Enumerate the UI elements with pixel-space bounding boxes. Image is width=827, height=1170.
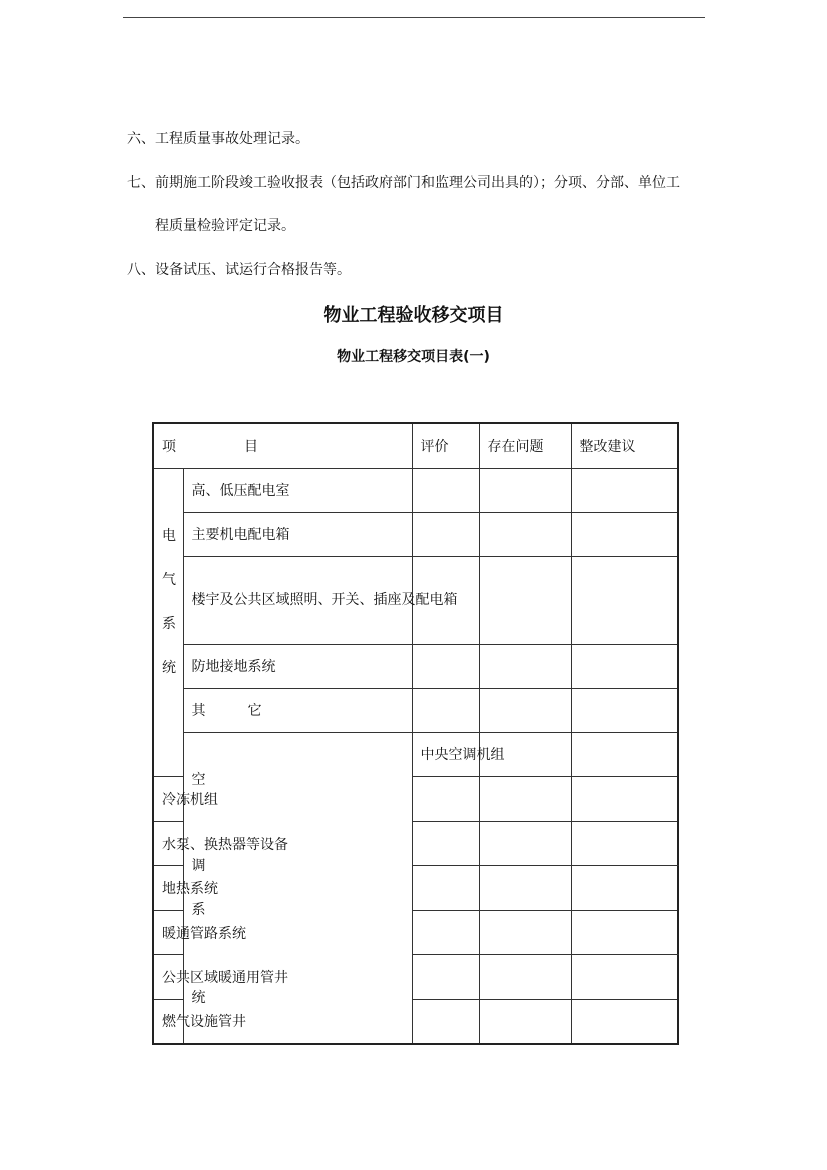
header-issues: 存在问题 [479,423,571,468]
evaluation-cell [412,866,479,911]
item-cell: 主要机电配电箱 [183,512,412,556]
header-item-right: 目 [244,438,258,455]
evaluation-cell [412,777,479,822]
suggestions-cell [571,866,678,911]
evaluation-cell [412,688,479,732]
item-cell: 楼宇及公共区域照明、开关、插座及配电箱 [183,556,412,644]
category-char: 统 [162,659,176,676]
item-cell: 冷冻机组 [153,777,183,822]
table-row [153,556,678,644]
issues-cell [479,468,571,512]
issues-cell [479,955,571,1000]
issues-cell [479,556,571,644]
header-item-left: 项 [162,438,176,455]
issues-cell [479,999,571,1044]
item-cell-other [183,688,412,732]
header-suggestions: 整改建议 [571,423,678,468]
issues-cell [479,644,571,688]
item-cell: 公共区域暖通用管井 [153,955,183,1000]
table-row [153,468,678,512]
issues-cell [479,821,571,866]
evaluation-cell [412,821,479,866]
evaluation-cell [412,468,479,512]
category-hvac [183,732,412,1044]
item-cell: 高、低压配电室 [183,468,412,512]
header-evaluation: 评价 [412,423,479,468]
category-char: 系 [191,901,206,918]
category-char: 电 [162,527,176,544]
suggestions-cell [571,468,678,512]
evaluation-cell [412,910,479,955]
item-cell: 水泵、换热器等设备 [153,821,183,866]
table-row [153,688,678,732]
evaluation-cell [412,644,479,688]
table-header-row [153,423,678,468]
suggestions-cell [571,688,678,732]
table-title: 物业工程移交项目表(一) [337,349,490,365]
item-cell: 燃气设施管井 [153,999,183,1044]
issues-cell [479,688,571,732]
issues-cell [479,910,571,955]
category-electrical [153,468,183,777]
issues-cell [571,732,678,777]
paragraph-7-cont: 程质量检验评定记录。 [155,218,295,234]
suggestions-cell [571,777,678,822]
paragraph-7: 七、前期施工阶段竣工验收报表（包括政府部门和监理公司出具的）；分项、分部、单位工 [127,175,680,191]
suggestions-cell [571,910,678,955]
suggestions-cell [571,955,678,1000]
suggestions-cell [571,556,678,644]
item-cell: 防地接地系统 [183,644,412,688]
category-char: 空 [191,771,206,788]
paragraph-8: 八、设备试压、试运行合格报告等。 [127,262,351,278]
table-row [153,644,678,688]
category-char: 气 [162,571,176,588]
evaluation-cell [412,999,479,1044]
item-cell: 暖通管路系统 [153,910,183,955]
other-left: 其 [191,703,206,720]
header-rule [123,17,705,18]
category-char: 系 [162,615,176,632]
table-row [153,732,678,777]
suggestions-cell [571,999,678,1044]
category-char: 统 [191,989,206,1006]
evaluation-cell [412,512,479,556]
suggestions-cell [571,512,678,556]
other-right: 它 [247,703,262,720]
suggestions-cell [571,821,678,866]
issues-cell [479,777,571,822]
issues-cell [479,866,571,911]
suggestions-cell [571,644,678,688]
issues-cell [479,512,571,556]
item-cell: 中央空调机组 [412,732,479,777]
table-row [153,512,678,556]
paragraph-6: 六、工程质量事故处理记录。 [127,131,309,147]
header-item [153,423,412,468]
page-title: 物业工程验收移交项目 [323,305,504,326]
handover-table [152,422,679,1045]
category-char: 调 [191,857,206,874]
evaluation-cell [412,955,479,1000]
item-cell: 地热系统 [153,866,183,911]
